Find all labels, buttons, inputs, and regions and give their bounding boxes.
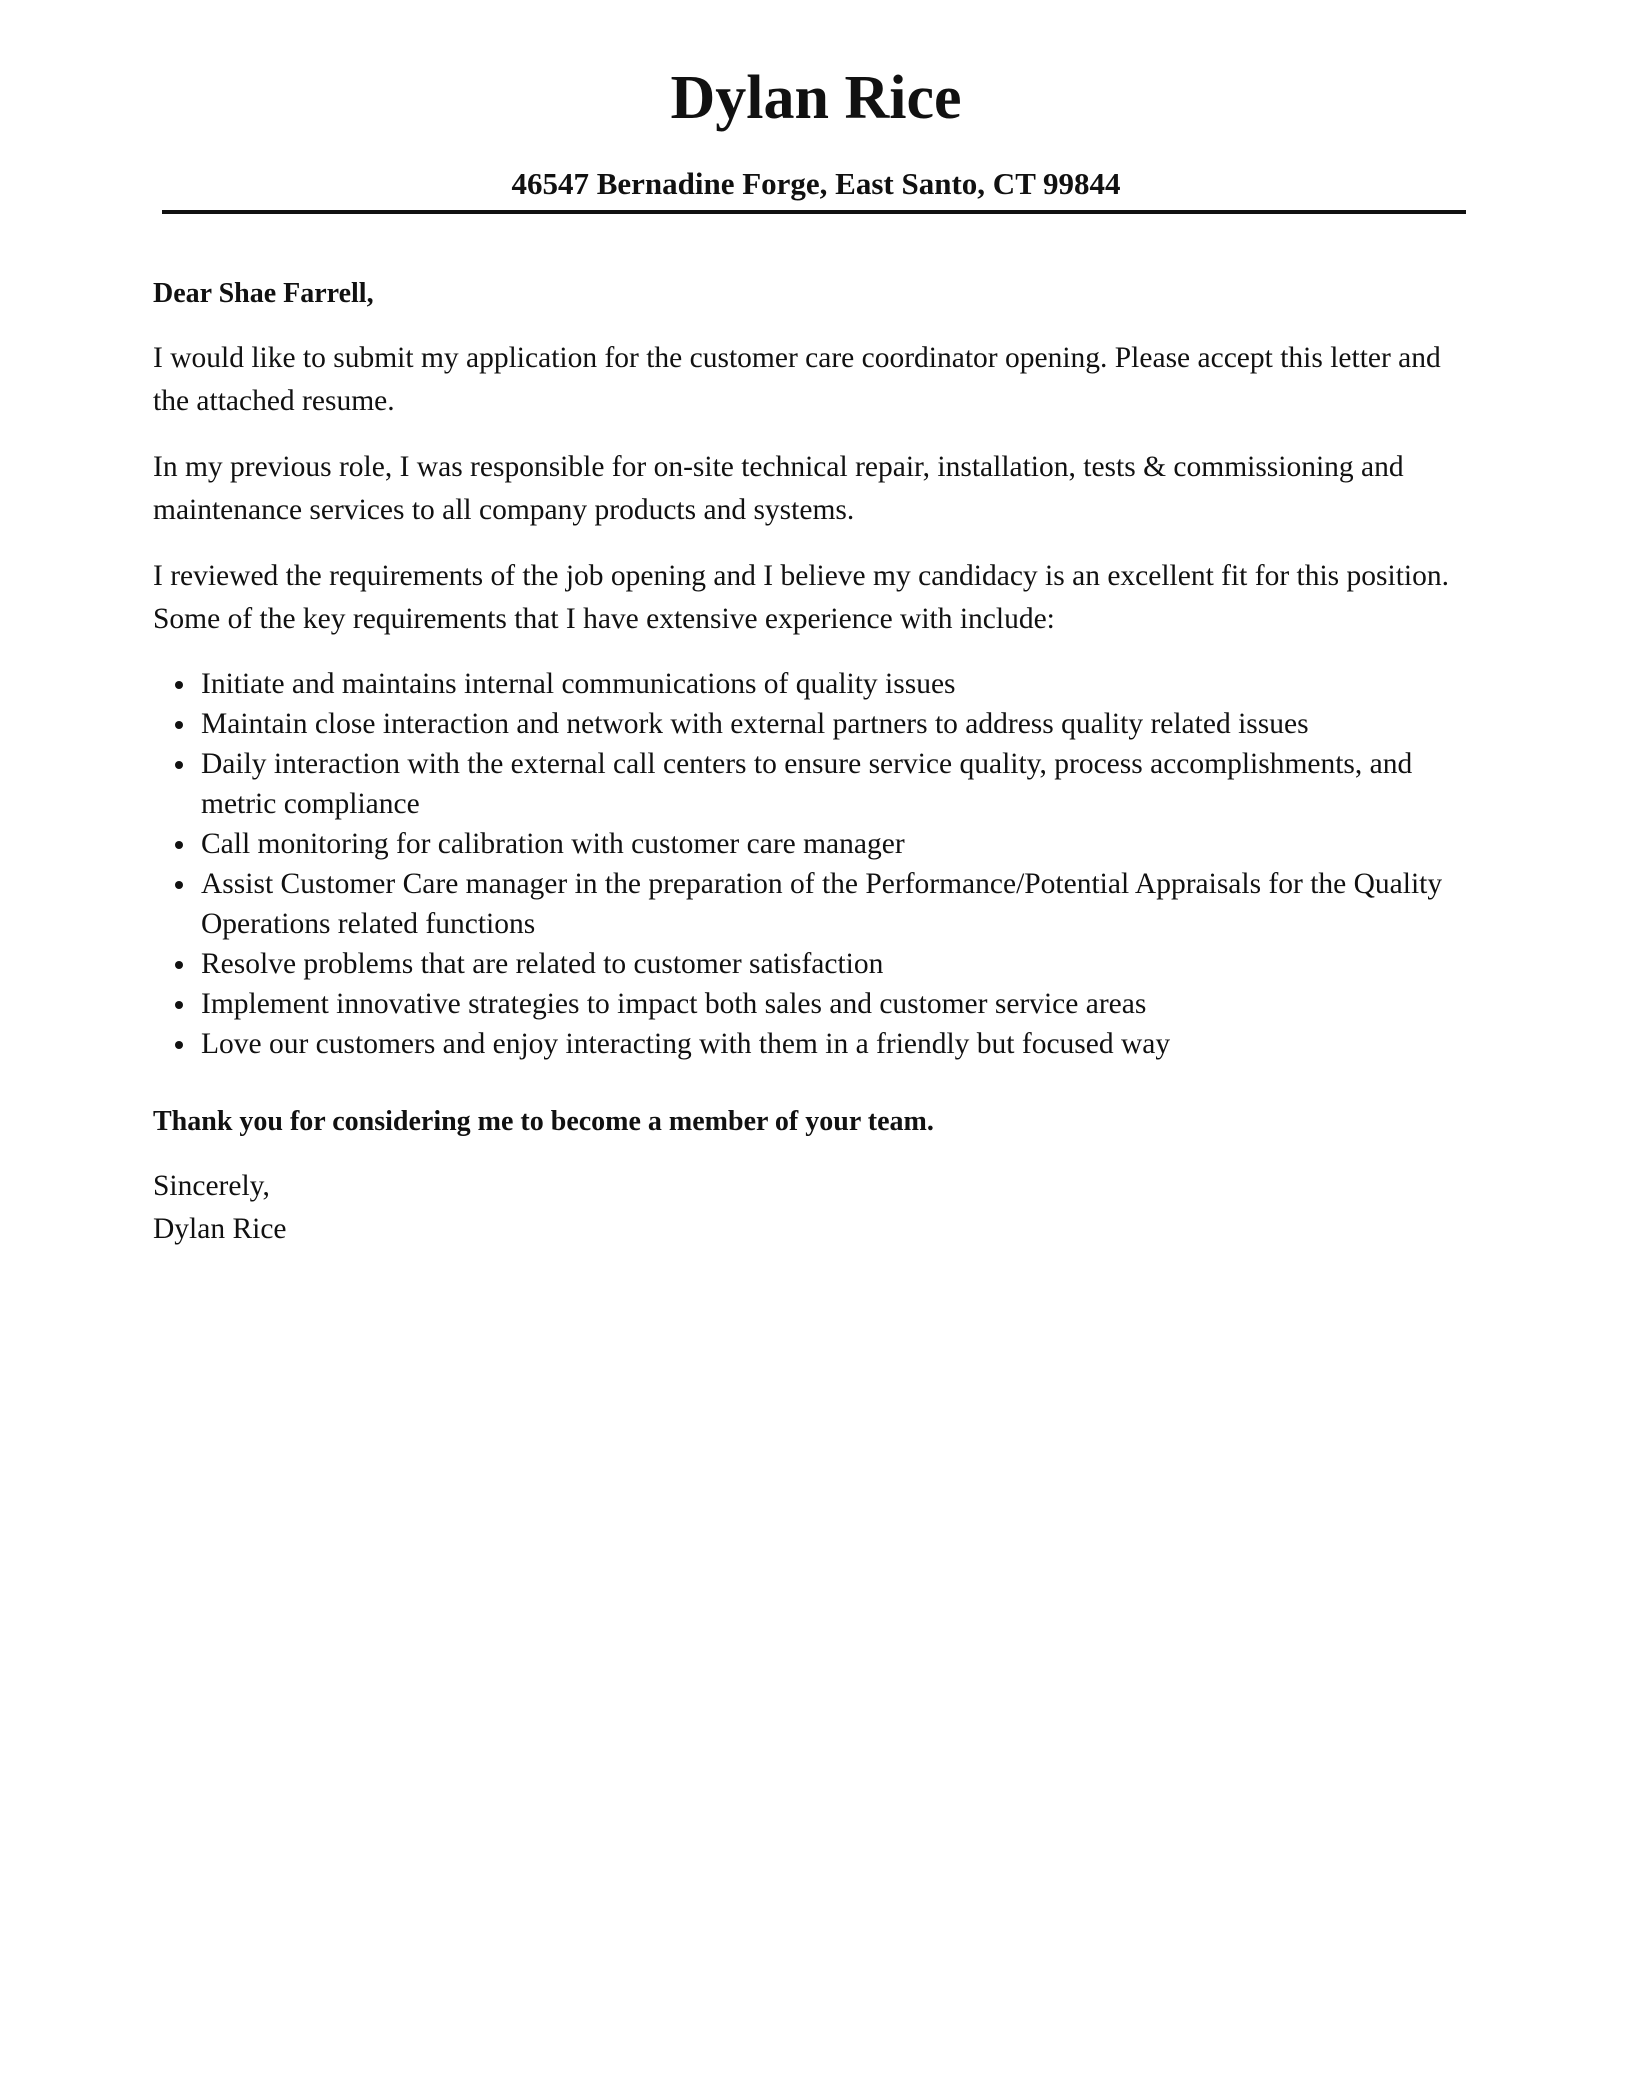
paragraph-experience: In my previous role, I was responsible for on-site technical repair, installation, tests & commissioning and maintenance services to all company products and systems. xyxy=(153,451,1404,526)
salutation: Dear Shae Farrell, xyxy=(153,278,374,309)
signature: Dylan Rice xyxy=(153,1213,287,1245)
header-divider xyxy=(162,210,1466,214)
applicant-address: 46547 Bernadine Forge, East Santo, CT 99844 xyxy=(511,166,1121,201)
list-item: Maintain close interaction and network with external partners to address quality related issues xyxy=(201,704,1473,744)
paragraph-intro: I would like to submit my application for the customer care coordinator opening. Please accept this letter and the attached resume. xyxy=(153,342,1441,417)
signoff: Sincerely, xyxy=(153,1170,270,1202)
list-item: Daily interaction with the external call centers to ensure service quality, process accomplishments, and metric compliance xyxy=(201,744,1473,824)
list-item: Initiate and maintains internal communications of quality issues xyxy=(201,664,1473,704)
list-item: Call monitoring for calibration with customer care manager xyxy=(201,824,1473,864)
paragraph-requirements: I reviewed the requirements of the job opening and I believe my candidacy is an excellent fit for this position. Some of the key requirements that I have extensive experience with include: xyxy=(153,560,1449,635)
letter-body xyxy=(153,272,1473,1251)
closing-statement: Thank you for considering me to become a member of your team. xyxy=(153,1106,934,1137)
list-item: Love our customers and enjoy interacting with them in a friendly but focused way xyxy=(201,1024,1473,1064)
list-item: Resolve problems that are related to customer satisfaction xyxy=(201,944,1473,984)
requirements-list xyxy=(153,664,1473,1064)
list-item: Implement innovative strategies to impact both sales and customer service areas xyxy=(201,984,1473,1024)
list-item: Assist Customer Care manager in the preparation of the Performance/Potential Appraisals for the Quality Operations related functions xyxy=(201,864,1473,944)
applicant-name: Dylan Rice xyxy=(670,64,962,132)
